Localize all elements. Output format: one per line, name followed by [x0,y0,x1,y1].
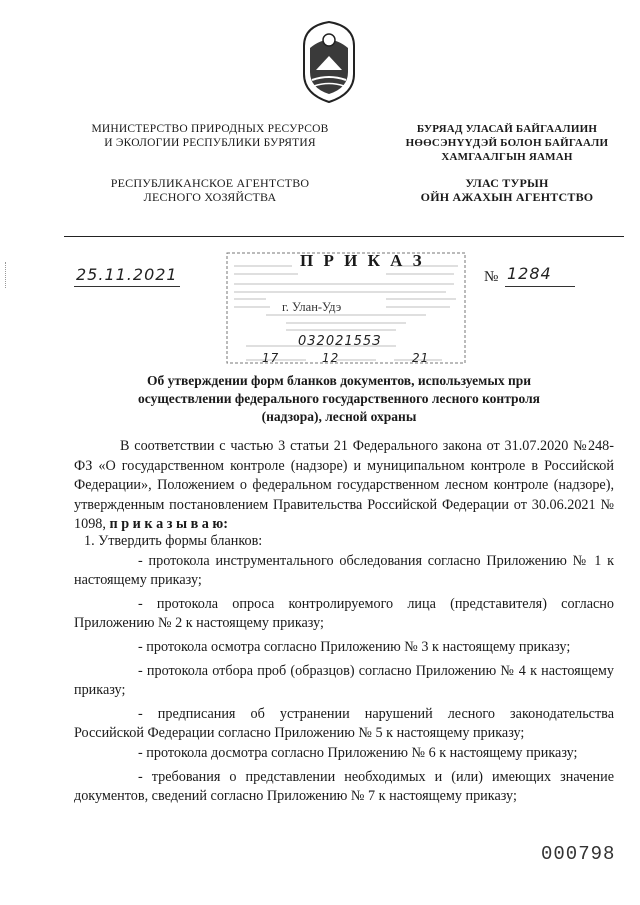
order-date: 25.11.2021 [76,265,178,284]
directive-word: п р и к а з ы в а ю: [109,516,228,533]
intro-paragraph: В соответствии с частью 3 статьи 21 Федерального закона от 31.07.2020 №248-ФЗ «О государственном контроле (надзоре) и муниципальном контроле в Российской Федерации», Положением о федеральном государственном лесном контроле (надзоре), утвержденным постановлением Правительства Российской Федерации от 30.06.2021 № 1098, п р и к а з ы в а ю: [74,438,614,533]
list-item: - требования о представлении необходимых и (или) имеющих значение документов, сведений согласно Приложению № 7 к настоящему приказу; [74,768,614,805]
registration-year: 21 [412,351,430,365]
registration-month: 12 [322,351,340,365]
order-number: 1284 [507,264,552,283]
list-item: - протокола отбора проб (образцов) согласно Приложению № 4 к настоящему приказу; [74,662,614,699]
republic-of-buryatia-coat-of-arms-icon [300,18,358,106]
agency-name-ru: РЕСПУБЛИКАНСКОЕ АГЕНТСТВО ЛЕСНОГО ХОЗЯЙСТВА [110,176,310,204]
list-item: - протокола опроса контролируемого лица (представителя) согласно Приложению № 2 к настоящему приказу; [74,595,614,632]
registration-number: 03202155З [298,334,382,349]
registration-day: 17 [262,351,280,365]
ministry-name-ru: МИНИСТЕРСТВО ПРИРОДНЫХ РЕСУРСОВ И ЭКОЛОГИИ РЕСПУБЛИКИ БУРЯТИЯ [91,123,329,149]
order-number-label: № [484,269,499,285]
stamp-city: г. Улан-Удэ [282,300,342,314]
order-title: Об утверждении форм бланков документов, используемых при осуществлении федерального государственного лесного контроля (надзора), лесной охраны [138,373,540,424]
list-item: - протокола осмотра согласно Приложению № 3 к настоящему приказу; [138,638,571,655]
ministry-name-bua: БУРЯАД УЛАСАЙ БАЙГААЛИИН НӨӨСЭНҮҮДЭЙ БОЛОН БАЙГААЛИ ХАМГААЛГЫН ЯАМАН [405,123,609,163]
list-item: - предписания об устранении нарушений лесного законодательства Российской Федерации согласно Приложению № 5 к настоящему приказу; [74,705,614,742]
header-divider [64,236,624,237]
agency-name-bua: УЛАС ТУРЫН ОЙН АЖАХЫН АГЕНТСТВО [420,176,594,204]
date-underline [74,286,180,287]
document-heading: П Р И К А З [300,251,425,270]
item-list [74,532,614,807]
list-item: - протокола досмотра согласно Приложению № 6 к настоящему приказу; [138,744,578,761]
number-underline [505,286,575,287]
scan-edge-mark [5,262,6,288]
item-1: 1. Утвердить формы бланков: [84,533,263,549]
list-item: - протокола инструментального обследования согласно Приложению № 1 к настоящему приказу; [74,552,614,589]
page-number: 000798 [541,843,616,865]
